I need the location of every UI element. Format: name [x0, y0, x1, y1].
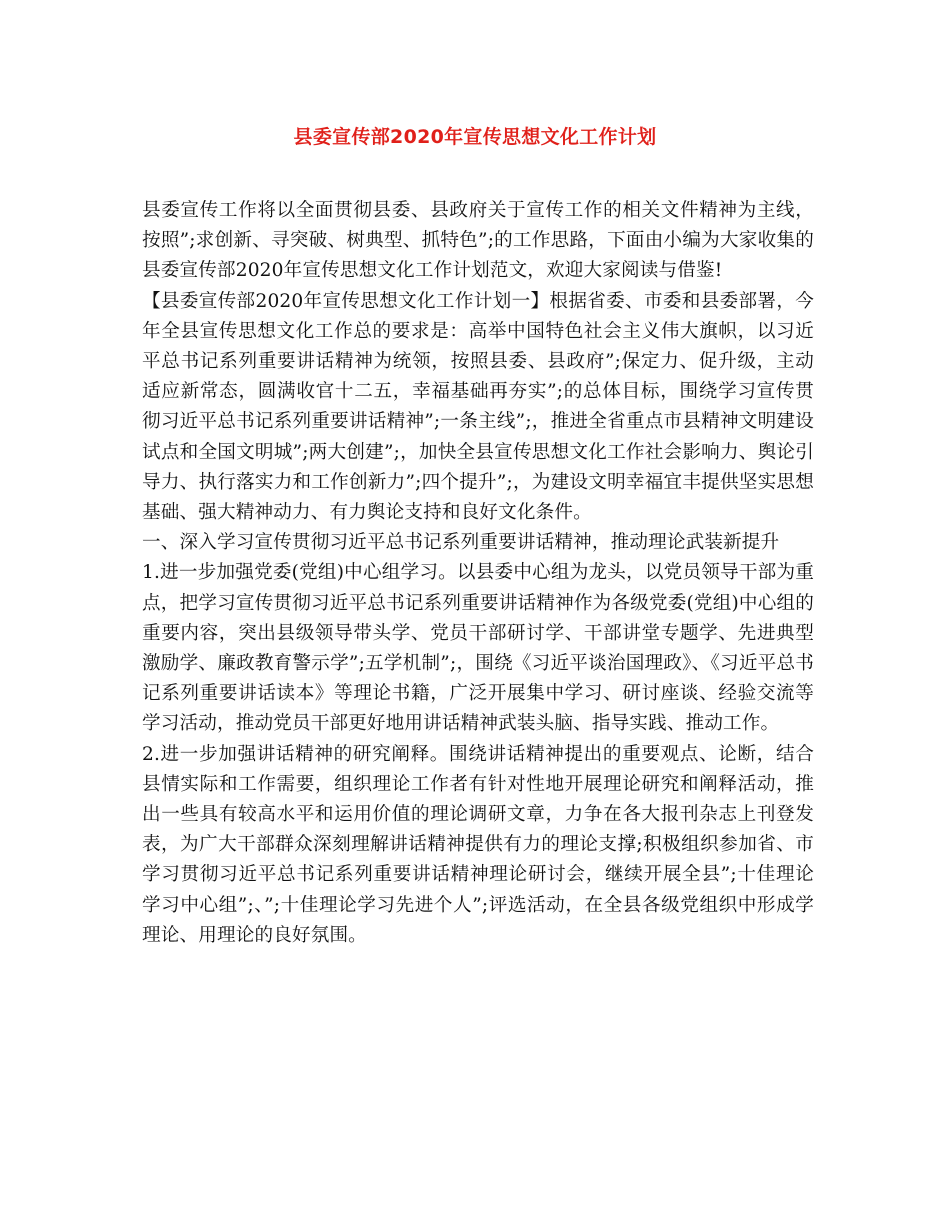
item-two-paragraph: 2.进一步加强讲话精神的研究阐释。围绕讲话精神提出的重要观点、论断，结合县情实际和工作需要，组织理论工作者有针对性地开展理论研究和阐释活动，推出一些具有较高水平和运用价值的理论调研文章，力争在各大报刊杂志上刊登发表，为广大干部群众深刻理解讲话精神提供有力的理论支撑;积极组织参加省、市学习贯彻习近平总书记系列重要讲话精神理论研讨会，继续开展全县”;十佳理论学习中心组”;、”;十佳理论学习先进个人”;评选活动，在全县各级党组织中形成学理论、用理论的良好氛围。 — [142, 743, 814, 946]
item-one-paragraph: 1.进一步加强党委(党组)中心组学习。以县委中心组为龙头，以党员领导干部为重点，把学习宣传贯彻习近平总书记系列重要讲话精神作为各级党委(党组)中心组的重要内容，突出县级领导带头学、党员干部研讨学、干部讲堂专题学、先进典型激励学、廉政教育警示学”;五学机制”;，围绕《习近平谈治国理政》、《习近平总书记系列重要讲话读本》等理论书籍，广泛开展集中学习、研讨座谈、经验交流等学习活动，推动党员干部更好地用讲话精神武装头脑、指导实践、推动工作。 — [142, 562, 814, 735]
document-title: 县委宣传部2020年宣传思想文化工作计划 — [293, 126, 657, 148]
intro-paragraph: 县委宣传工作将以全面贯彻县委、县政府关于宣传工作的相关文件精神为主线，按照”;求创新、寻突破、树典型、抓特色”;的工作思路，下面由小编为大家收集的县委宣传部2020年宣传思想文化工作计划范文，欢迎大家阅读与借鉴! — [142, 200, 814, 282]
document-body — [142, 196, 814, 951]
plan-one-paragraph: 【县委宣传部2020年宣传思想文化工作计划一】根据省委、市委和县委部署，今年全县宣传思想文化工作总的要求是：高举中国特色社会主义伟大旗帜，以习近平总书记系列重要讲话精神为统领，按照县委、县政府”;保定力、促升级，主动适应新常态，圆满收官十二五，幸福基础再夯实”;的总体目标，围绕学习宣传贯彻习近平总书记系列重要讲话精神”;一条主线”;，推进全省重点市县精神文明建设试点和全国文明城”;两大创建”;，加快全县宣传思想文化工作社会影响力、舆论引导力、执行落实力和工作创新力”;四个提升”;，为建设文明幸福宜丰提供坚实思想基础、强大精神动力、有力舆论支持和良好文化条件。 — [142, 290, 814, 524]
section-one-heading: 一、深入学习宣传贯彻习近平总书记系列重要讲话精神，推动理论武装新提升 — [142, 532, 780, 554]
